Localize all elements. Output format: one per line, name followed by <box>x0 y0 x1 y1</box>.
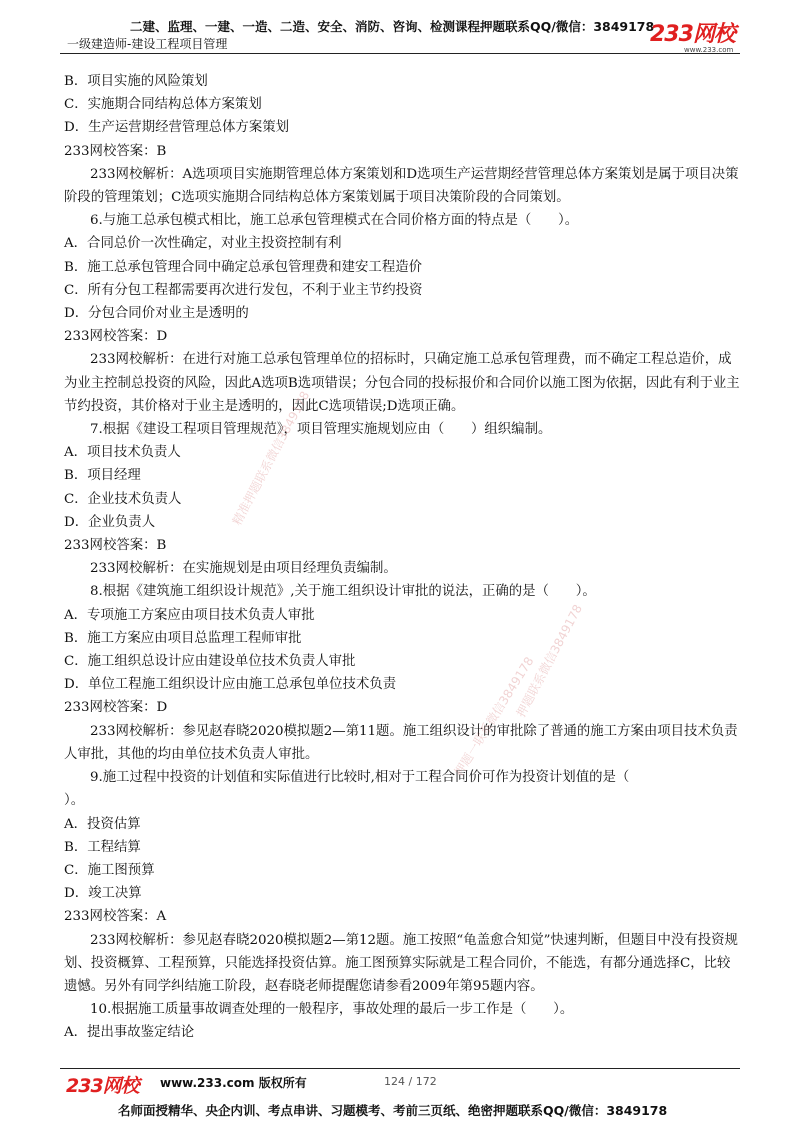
question-8: 8.根据《建筑施工组织设计规范》,关于施工组织设计审批的说法，正确的是（ ）。 <box>90 584 596 600</box>
question-8-option-b: B．施工方案应由项目总监理工程师审批 <box>64 630 302 646</box>
watermark-text: 押题联系微信3849178 <box>513 602 586 720</box>
question-6-option-d: D．分包合同价对业主是透明的 <box>64 306 249 322</box>
header-divider <box>60 53 740 54</box>
question-10: 10.根据施工质量事故调查处理的一般程序，事故处理的最后一步工作是（ ）。 <box>90 1002 574 1018</box>
header-contact-line: 二建、监理、一建、一造、二造、安全、消防、咨询、检测课程押题联系QQ/微信：3849178 <box>130 19 655 34</box>
question-9-answer: 233网校答案：A <box>64 909 167 925</box>
footer-divider <box>60 1068 740 1069</box>
question-5-answer: 233网校答案：B <box>64 143 167 159</box>
question-9-option-c: C．施工图预算 <box>64 862 155 878</box>
question-9: 9.施工过程中投资的计划值和实际值进行比较时,相对于工程合同价可作为投资计划值的是（ <box>90 770 630 786</box>
document-body <box>64 70 740 1045</box>
question-8-option-c: C．施工组织总设计应由建设单位技术负责人审批 <box>64 654 356 670</box>
question-6-explanation: 233网校解析：在进行对施工总承包管理单位的招标时，只确定施工总承包管理费，而不确定工程总造价，成为业主控制总投资的风险，因此A选项B选项错误；分包合同的投标报价和合同价以施工图为依据，因此有利于业主节约投资，其价格对于业主是透明的，因此C选项错误;D选项正确。 <box>64 352 740 414</box>
question-7-option-d: D．企业负责人 <box>64 514 156 530</box>
question-6-answer: 233网校答案：D <box>64 329 168 345</box>
page-number: 124 / 172 <box>384 1075 437 1088</box>
question-5-explanation: 233网校解析：A选项项目实施期管理总体方案策划和D选项生产运营期经营管理总体方案策划是属于项目决策阶段的管理策划；C选项实施期合同结构总体方案策划属于项目决策阶段的合同策划。 <box>64 166 739 206</box>
document-subtitle: 一级建造师-建设工程项目管理 <box>67 37 228 51</box>
footer-logo: 233网校 <box>66 1075 139 1097</box>
question-10-option-a: A．提出事故鉴定结论 <box>64 1025 195 1041</box>
question-6-option-b: B．施工总承包管理合同中确定总承包管理费和建安工程造价 <box>64 259 422 275</box>
question-8-explanation: 233网校解析：参见赵春晓2020模拟题2—第11题。施工组织设计的审批除了普通的施工方案由项目技术负责人审批，其他的均由单位技术负责人审批。 <box>64 723 738 762</box>
watermark-text: 精准押题联系微信3849178 <box>229 388 313 528</box>
logo-url: www.233.com <box>684 46 734 54</box>
watermark-text: 押题一联系微信3849178 <box>451 654 537 779</box>
question-9-option-a: A．投资估算 <box>64 816 141 832</box>
question-7-option-a: A．项目技术负责人 <box>64 445 181 461</box>
footer-contact-line: 名师面授精华、央企内训、考点串讲、习题模考、考前三页纸、绝密押题联系QQ/微信：3849178 <box>118 1103 668 1118</box>
question-6-option-a: A．合同总价一次性确定，对业主投资控制有利 <box>64 236 342 252</box>
question-5-option-d: D．生产运营期经营管理总体方案策划 <box>64 120 289 136</box>
question-7-answer: 233网校答案：B <box>64 538 167 554</box>
footer-copyright: www.233.com 版权所有 <box>160 1076 307 1090</box>
question-9-explanation: 233网校解析：参见赵春晓2020模拟题2—第12题。施工按照“龟盖愈合知觉”快速判断，但题目中没有投资规划、投资概算、工程预算，只能选择投资估算。施工图预算实际就是工程合同价，不能选，有都分通选择C，比较遗憾。另外有同学纠结施工阶段，赵春晓老师提醒您请参看2009年第95题内容。 <box>64 932 738 994</box>
question-8-option-a: A．专项施工方案应由项目技术负责人审批 <box>64 607 315 623</box>
question-9-option-d: D．竣工决算 <box>64 886 142 902</box>
question-8-answer: 233网校答案：D <box>64 700 168 716</box>
question-8-option-d: D．单位工程施工组织设计应由施工总承包单位技术负责 <box>64 677 397 693</box>
logo-text: 233网校 <box>650 22 735 47</box>
question-9-option-b: B．工程结算 <box>64 839 141 855</box>
question-7: 7.根据《建设工程项目管理规范》，项目管理实施规划应由（ ）组织编制。 <box>90 422 552 438</box>
question-6: 6.与施工总承包模式相比，施工总承包管理模式在合同价格方面的特点是（ ）。 <box>90 213 579 229</box>
question-7-option-c: C．企业技术负责人 <box>64 491 182 507</box>
question-7-option-b: B．项目经理 <box>64 468 141 484</box>
question-5-option-c: C．实施期合同结构总体方案策划 <box>64 97 262 113</box>
question-9-continuation: ）。 <box>64 793 85 809</box>
question-6-option-c: C．所有分包工程都需要再次进行发包，不利于业主节约投资 <box>64 282 423 298</box>
question-5-option-b: B．项目实施的风险策划 <box>64 74 208 89</box>
question-7-explanation: 233网校解析：在实施规划是由项目经理负责编制。 <box>90 561 397 577</box>
